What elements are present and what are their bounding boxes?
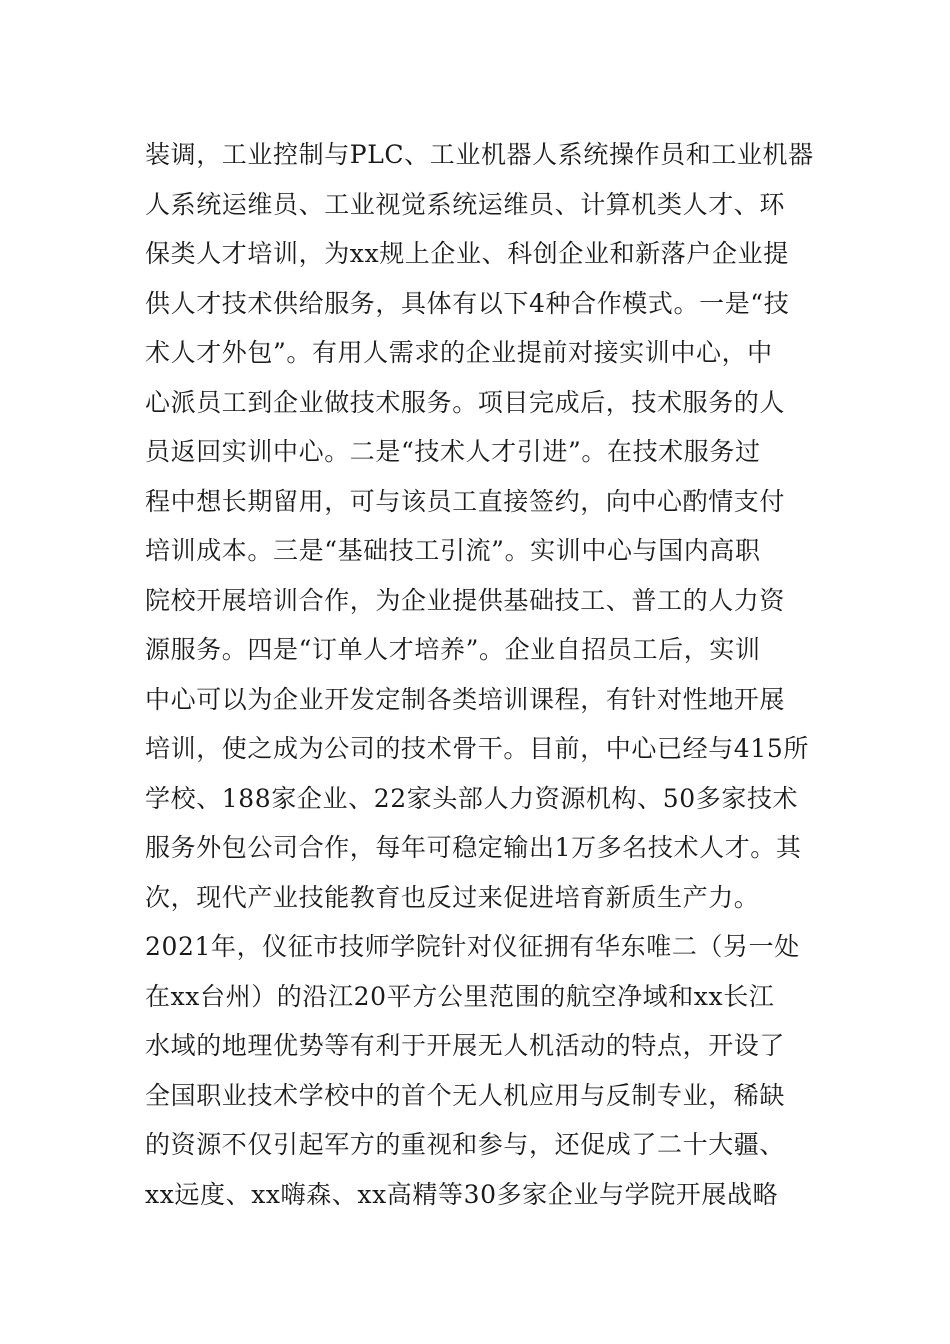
- text-line-22: xx远度、xx嗨森、xx高精等30多家企业与学院开展战略: [145, 1179, 779, 1209]
- text-line-3: 保类人才培训，为xx规上企业、科创企业和新落户企业提: [145, 239, 789, 268]
- text-line-17: 2021年，仪征市技师学院针对仪征拥有华东唯二（另一处: [145, 932, 800, 961]
- text-line-11: 源服务。四是“订单人才培养”。企业自招员工后，实训: [145, 635, 761, 664]
- text-line-2: 人系统运维员、工业视觉系统运维员、计算机类人才、环: [145, 189, 786, 219]
- text-line-20: 全国职业技术学校中的首个无人机应用与反制专业，稀缺: [145, 1080, 786, 1110]
- text-line-5: 术人才外包”。有用人需求的企业提前对接实训中心，中: [145, 338, 773, 367]
- text-line-8: 程中想长期留用，可与该员工直接签约，向中心酌情支付: [145, 486, 786, 516]
- text-line-14: 学校、188家企业、22家头部人力资源机构、50多家技术: [145, 783, 799, 813]
- text-line-12: 中心可以为企业开发定制各类培训课程，有针对性地开展: [145, 684, 786, 714]
- body-text: [145, 130, 814, 1219]
- text-line-18: 在xx台州）的沿江20平方公里范围的航空净域和xx长江: [145, 981, 775, 1011]
- text-line-4: 供人才技术供给服务，具体有以下4种合作模式。一是“技: [145, 288, 790, 318]
- text-line-19: 水域的地理优势等有利于开展无人机活动的特点，开设了: [145, 1031, 786, 1060]
- text-line-9: 培训成本。三是“基础技工引流”。实训中心与国内高职: [145, 536, 761, 565]
- text-line-13: 培训，使之成为公司的技术骨干。目前，中心已经与415所: [145, 734, 809, 763]
- text-line-6: 心派员工到企业做技术服务。项目完成后，技术服务的人: [145, 387, 786, 417]
- text-line-21: 的资源不仅引起军方的重视和参与，还促成了二十大疆、: [145, 1130, 786, 1159]
- text-line-7: 员返回实训中心。二是“技术人才引进”。在技术服务过: [145, 437, 761, 466]
- text-line-10: 院校开展培训合作，为企业提供基础技工、普工的人力资: [145, 585, 786, 615]
- text-line-15: 服务外包公司合作，每年可稳定输出1万多名技术人才。其: [145, 833, 802, 862]
- text-line-16: 次，现代产业技能教育也反过来促进培育新质生产力。: [145, 882, 760, 912]
- text-line-1: 装调，工业控制与PLC、工业机器人系统操作员和工业机器: [145, 140, 814, 169]
